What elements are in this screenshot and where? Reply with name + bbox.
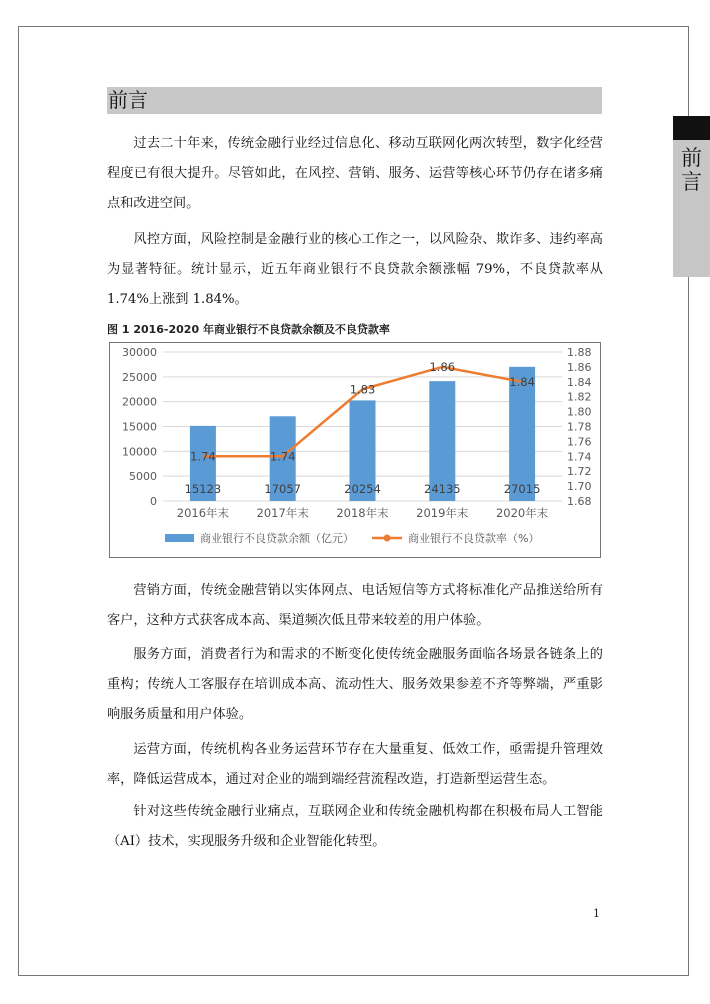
y-left-tick-label: 5000 bbox=[129, 470, 157, 484]
x-tick-label: 2016年末 bbox=[176, 506, 230, 520]
bar-data-label: 27015 bbox=[503, 482, 541, 496]
line-data-label: 1.84 bbox=[509, 374, 535, 389]
paragraph: 针对这些传统金融行业痛点，互联网企业和传统金融机构都在积极布局人工智能（AI）技术，实现服务升级和企业智能化转型。 bbox=[107, 804, 603, 849]
line-data-label: 1.74 bbox=[269, 449, 296, 464]
y-right-tick-label: 1.76 bbox=[567, 435, 592, 449]
y-right-tick-label: 1.72 bbox=[567, 465, 592, 479]
y-left-tick-label: 10000 bbox=[122, 445, 157, 459]
paragraph: 运营方面，传统机构各业务运营环节存在大量重复、低效工作，亟需提升管理效率，降低运营成本，通过对企业的端到端经营流程改造，打造新型运营生态。 bbox=[107, 742, 603, 787]
y-right-tick-label: 1.88 bbox=[567, 346, 592, 359]
chart-svg bbox=[110, 343, 600, 557]
paragraph: 营销方面，传统金融营销以实体网点、电话短信等方式将标准化产品推送给所有客户，这种方式获客成本高、渠道频次低且带来较差的用户体验。 bbox=[107, 583, 603, 628]
x-tick-label: 2020年末 bbox=[495, 506, 549, 520]
section-heading bbox=[107, 87, 602, 114]
bar-data-label: 20254 bbox=[344, 482, 381, 496]
x-tick-label: 2019年末 bbox=[416, 506, 469, 520]
side-tab-char: 言 bbox=[681, 170, 702, 194]
bar-data-label: 15123 bbox=[184, 482, 222, 496]
section-title: 前言 bbox=[108, 88, 148, 112]
x-tick-label: 2017年末 bbox=[256, 506, 309, 520]
line-data-label: 1.86 bbox=[429, 359, 456, 374]
y-right-tick-label: 1.74 bbox=[567, 450, 592, 464]
y-left-tick-label: 15000 bbox=[122, 420, 157, 434]
y-right-tick-label: 1.78 bbox=[567, 420, 592, 434]
y-left-tick-label: 0 bbox=[150, 495, 157, 508]
y-left-tick-label: 30000 bbox=[122, 346, 157, 359]
legend-label: 商业银行不良贷款率（%） bbox=[408, 532, 540, 545]
line-data-label: 1.74 bbox=[190, 449, 216, 464]
y-right-tick-label: 1.84 bbox=[567, 375, 592, 389]
y-right-tick-label: 1.68 bbox=[567, 495, 592, 508]
side-tab-label bbox=[673, 146, 710, 194]
legend-bar-swatch bbox=[165, 534, 194, 542]
page-number: 1 bbox=[593, 907, 600, 920]
side-tab-char: 前 bbox=[681, 146, 702, 170]
figure-caption: 图 1 2016-2020 年商业银行不良贷款余额及不良贷款率 bbox=[107, 323, 390, 336]
side-tab-dark-block bbox=[673, 116, 710, 140]
paragraph: 风控方面，风险控制是金融行业的核心工作之一，以风险杂、欺诈多、违约率高为显著特征。统计显示，近五年商业银行不良贷款余额涨幅 79%，不良贷款率从 1.74%上涨到 1.84%。 bbox=[107, 232, 603, 307]
chapter-side-tab bbox=[673, 116, 710, 277]
bar-data-label: 17057 bbox=[264, 482, 301, 496]
paragraph: 过去二十年来，传统金融行业经过信息化、移动互联网化两次转型，数字化经营程度已有很大提升。尽管如此，在风控、营销、服务、运营等核心环节仍存在诸多痛点和改进空间。 bbox=[107, 136, 603, 211]
y-left-tick-label: 20000 bbox=[122, 395, 157, 409]
y-right-tick-label: 1.70 bbox=[567, 480, 592, 494]
bar-data-label: 24135 bbox=[424, 482, 461, 496]
x-tick-label: 2018年末 bbox=[336, 506, 389, 520]
chart bbox=[109, 342, 601, 558]
y-left-tick-label: 25000 bbox=[122, 370, 157, 384]
y-right-tick-label: 1.80 bbox=[567, 405, 592, 419]
paragraph: 服务方面，消费者行为和需求的不断变化使传统金融服务面临各场景各链条上的重构；传统人工客服存在培训成本高、流动性大、服务效果参差不齐等弊端，严重影响服务质量和用户体验。 bbox=[107, 647, 603, 722]
legend-line-marker bbox=[384, 535, 391, 542]
legend-label: 商业银行不良贷款余额（亿元） bbox=[200, 532, 354, 545]
y-right-tick-label: 1.86 bbox=[567, 360, 592, 374]
line-data-label: 1.83 bbox=[349, 382, 376, 397]
y-right-tick-label: 1.82 bbox=[567, 390, 592, 404]
